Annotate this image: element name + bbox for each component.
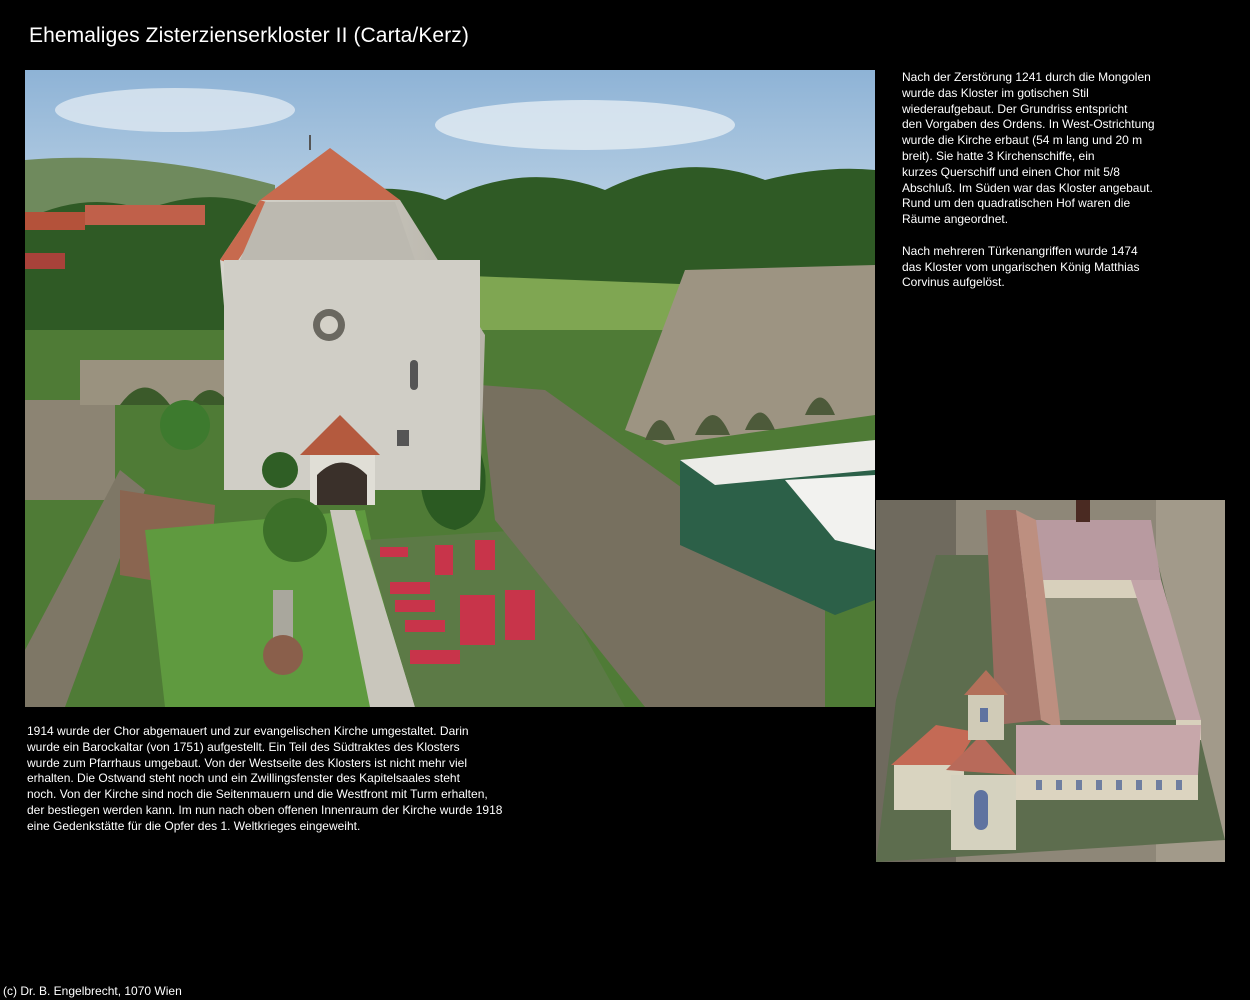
text-line: noch. Von der Kirche sind noch die Seitenmauern und die Westfront mit Turm erhalten, — [27, 787, 488, 802]
text-line: Nach mehreren Türkenangriffen wurde 1474 — [902, 243, 1138, 258]
copyright-footer: (c) Dr. B. Engelbrecht, 1070 Wien — [3, 984, 182, 998]
page-title: Ehemaliges Zisterzienserkloster II (Carta/Kerz) — [29, 24, 469, 47]
text-line: breit). Sie hatte 3 Kirchenschiffe, ein — [902, 148, 1095, 163]
history-paragraph-2 — [902, 244, 1202, 291]
church-description — [27, 724, 547, 835]
history-paragraph-1 — [902, 70, 1202, 228]
text-line: wurde die Kirche erbaut (54 m lang und 20 m — [902, 133, 1143, 148]
text-line: Rund um den quadratischen Hof waren die — [902, 196, 1131, 211]
text-line: 1914 wurde der Chor abgemauert und zur evangelischen Kirche umgestaltet. Darin — [27, 724, 469, 738]
text-line: das Kloster vom ungarischen König Matthias — [902, 259, 1140, 274]
text-line: den Vorgaben des Ordens. In West-Ostrichtung — [902, 117, 1155, 132]
text-line: wurde zum Pfarrhaus umgebaut. Von der Westseite des Klosters ist nicht mehr viel — [27, 755, 467, 770]
text-line: der bestiegen werden kann. Im nun nach oben offenen Innenraum der Kirche wurde 1918 — [27, 802, 503, 817]
monastery-aerial-photo — [25, 70, 875, 707]
text-line: Nach der Zerstörung 1241 durch die Mongolen — [902, 70, 1151, 84]
text-line: kurzes Querschiff und einen Chor mit 5/8 — [902, 164, 1120, 179]
text-line: eine Gedenkstätte für die Opfer des 1. Weltkrieges eingeweiht. — [27, 818, 361, 833]
text-line: wurde ein Barockaltar (von 1751) aufgestellt. Ein Teil des Südtraktes des Klosters — [27, 739, 460, 754]
history-description — [902, 70, 1202, 291]
church-paragraph — [27, 724, 547, 835]
text-line: Abschluß. Im Süden war das Kloster angebaut. — [902, 180, 1153, 195]
monastery-model-photo — [876, 500, 1225, 862]
text-line: erhalten. Die Ostwand steht noch und ein Zwillingsfenster des Kapitelsaales steht — [27, 771, 460, 786]
text-line: Corvinus aufgelöst. — [902, 275, 1005, 290]
text-line: wiederaufgebaut. Der Grundriss entspricht — [902, 101, 1128, 116]
text-line: wurde das Kloster im gotischen Stil — [902, 85, 1089, 100]
text-line: Räume angeordnet. — [902, 212, 1009, 227]
